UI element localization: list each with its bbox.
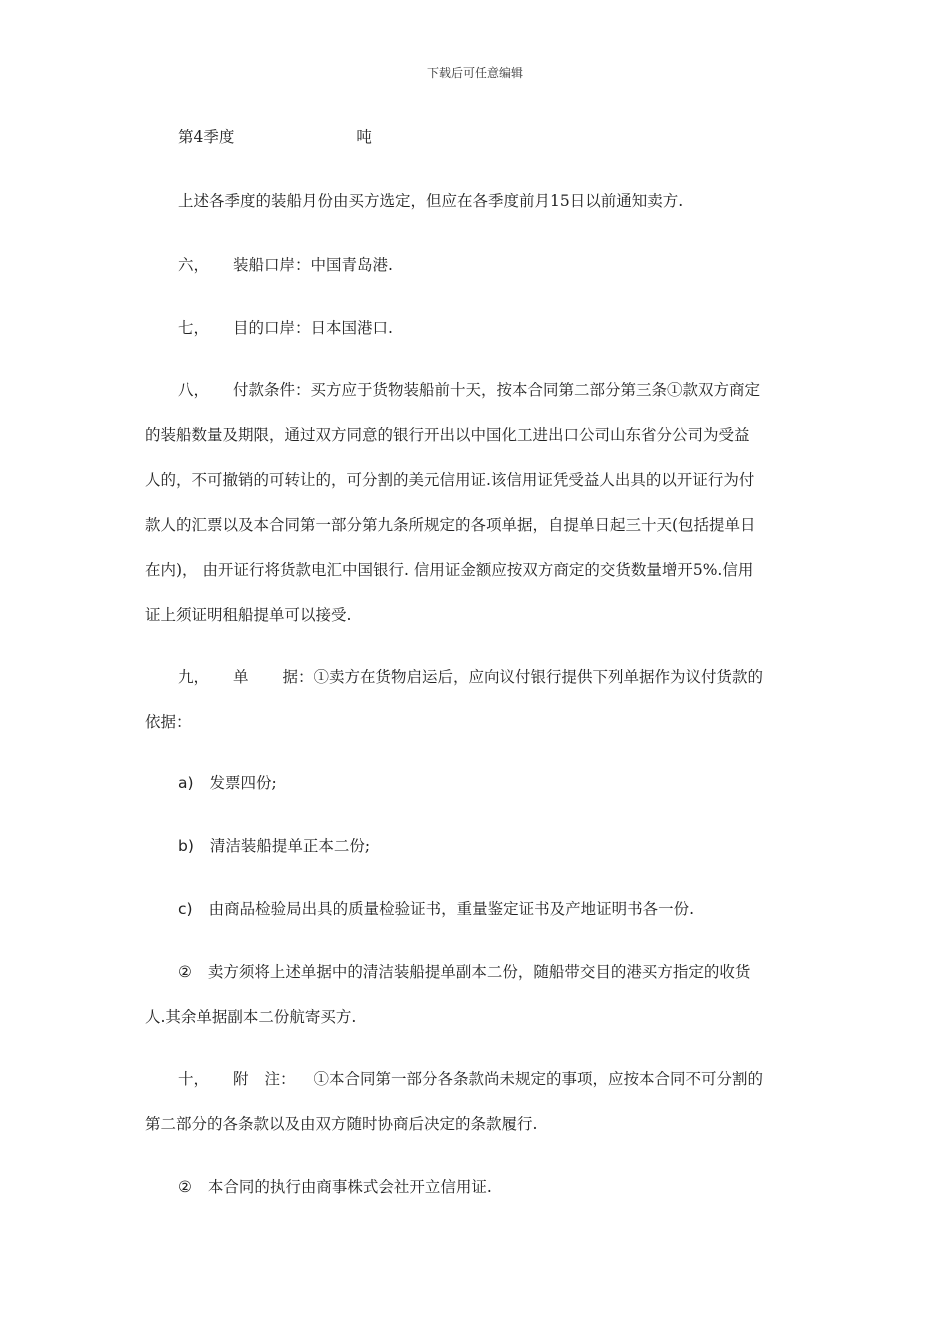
section-6-text: 装船口岸：中国青岛港. — [233, 256, 393, 274]
quarter-4-row — [178, 127, 372, 147]
section-8-number: 八， — [178, 381, 210, 399]
section-9-line-2: 依据： — [145, 713, 192, 731]
section-6-number: 六， — [178, 256, 210, 274]
section-8-line-4: 款人的汇票以及本合同第一部分第九条所规定的各项单据，自提单日起三十天(包括提单日 — [145, 516, 756, 534]
section-9-title-b: 据： — [282, 668, 314, 686]
section-10-text: ①本合同第一部分各条款尚未规定的事项，应按本合同不可分割的 — [313, 1070, 764, 1088]
item-b-text: 清洁装船提单正本二份; — [209, 837, 371, 855]
section-10-title-a: 附 — [233, 1070, 249, 1088]
document-item-c — [178, 899, 694, 919]
section-9-para-2-text: 卖方须将上述单据中的清洁装船提单副本二份，随船带交目的港买方指定的收货 — [207, 963, 751, 981]
section-8-line-3: 人的，不可撤销的可转让的，可分割的美元信用证.该信用证凭受益人出具的以开证行为付 — [145, 471, 755, 489]
section-8-line-2: 的装船数量及期限，通过双方同意的银行开出以中国化工进出口公司山东省分公司为受益 — [145, 426, 750, 444]
section-10-line-1 — [178, 1069, 763, 1089]
quarter-4-unit: 吨 — [356, 128, 372, 146]
section-10-number: 十， — [178, 1070, 210, 1088]
shipment-selection-paragraph: 上述各季度的装船月份由买方选定，但应在各季度前月15日以前通知卖方. — [178, 192, 684, 210]
section-10-line-2: 第二部分的各条款以及由双方随时协商后决定的条款履行. — [145, 1115, 538, 1133]
item-c-text: 由商品检验局出具的质量检验证书，重量鉴定证书及产地证明书各一份. — [208, 900, 695, 918]
page-header: 下载后可任意编辑 — [426, 66, 523, 80]
section-10-para-2 — [178, 1177, 492, 1197]
section-10-para-2-marker: ② — [178, 1178, 192, 1196]
document-item-b — [178, 836, 370, 856]
section-9-text: ①卖方在货物启运后，应向议付银行提供下列单据作为议付货款的 — [313, 668, 764, 686]
quarter-4-label: 第4季度 — [178, 128, 235, 146]
item-b-marker: b) — [178, 837, 194, 855]
section-9-para-2-line-2: 人.其余单据副本二份航寄买方. — [145, 1008, 357, 1026]
section-8-line-1 — [178, 380, 760, 400]
section-9-para-2-line-1 — [178, 962, 750, 982]
section-6 — [178, 255, 393, 275]
section-9-number: 九， — [178, 668, 210, 686]
section-9-para-2-marker: ② — [178, 963, 192, 981]
item-a-text: 发票四份; — [209, 774, 277, 792]
section-8-line-6: 证上须证明租船提单可以接受. — [145, 606, 352, 624]
section-8-text: 付款条件：买方应于货物装船前十天，按本合同第二部分第三条①款双方商定 — [233, 381, 761, 399]
item-c-marker: c) — [178, 900, 193, 918]
section-8-line-5: 在内)， 由开证行将货款电汇中国银行. 信用证金额应按双方商定的交货数量增开5%.信用 — [145, 561, 754, 579]
document-item-a — [178, 773, 277, 793]
item-a-marker: a) — [178, 774, 194, 792]
section-9-title-a: 单 — [233, 668, 249, 686]
section-7-text: 目的口岸：日本国港口. — [233, 319, 393, 337]
section-7 — [178, 318, 393, 338]
section-10-para-2-text: 本合同的执行由商事株式会社开立信用证. — [207, 1178, 492, 1196]
section-7-number: 七， — [178, 319, 210, 337]
section-9-line-1 — [178, 667, 763, 687]
section-10-title-b: 注： — [264, 1070, 296, 1088]
